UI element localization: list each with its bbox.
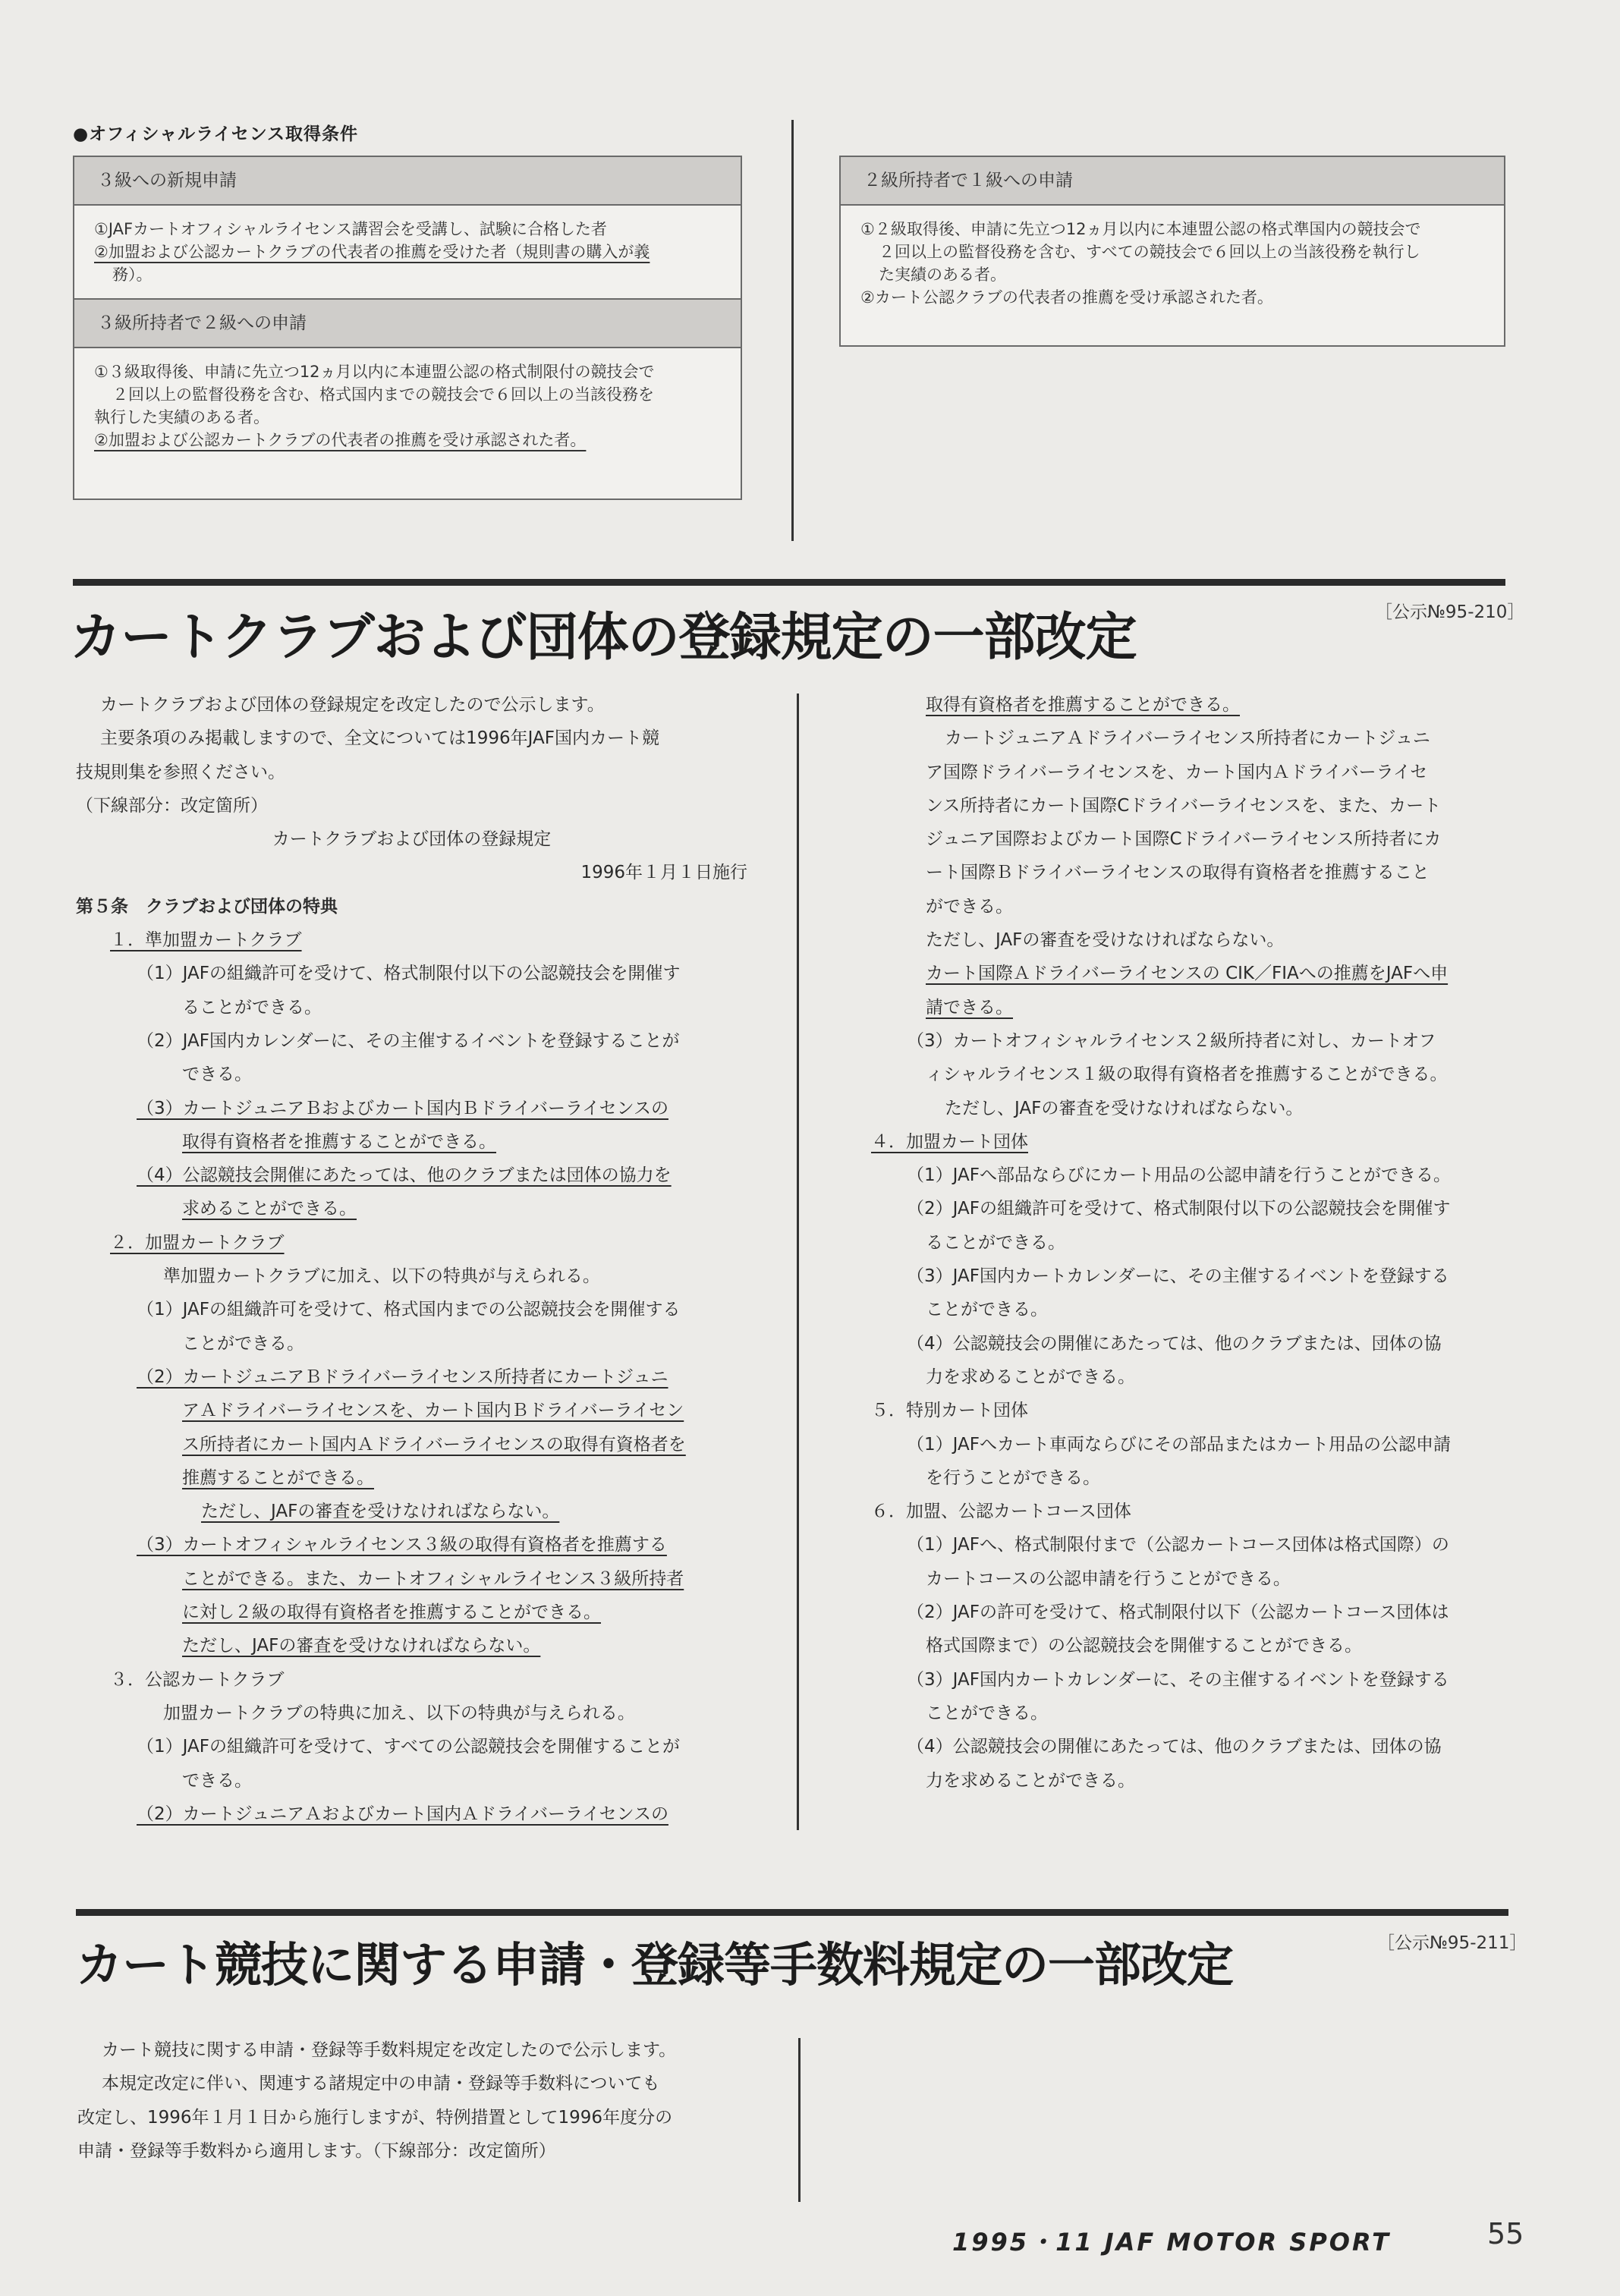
- box-line: [94, 241, 721, 263]
- item-line: （1）JAFの組織許可を受けて、格式国内までの公認競技会を開催する: [137, 1300, 681, 1320]
- item-line: カートジュニアＡドライバーライセンス所持者にカートジュニ: [945, 728, 1430, 749]
- notice-number: ［公示№95-211］: [1377, 1933, 1527, 1953]
- item-line: [76, 1159, 747, 1192]
- page-number: 55: [1487, 2217, 1524, 2250]
- body-line: 改定し、1996年１月１日から施行しますが、特例措置として1996年度分の: [77, 2107, 673, 2128]
- item-line: [76, 1428, 747, 1461]
- item-line: ことができる。: [926, 1703, 1048, 1723]
- article1-right-column: [865, 688, 1510, 1797]
- underlined: （3）カートジュニアＢおよびカート国内Ｂドライバーライセンスの: [137, 1098, 668, 1118]
- body-line: 技規則集を参照ください。: [76, 762, 285, 782]
- clause-heading: ３．公認カートクラブ: [110, 1669, 285, 1690]
- item-line: [865, 688, 1510, 722]
- license-conditions-heading: ●オフィシャルライセンス取得条件: [73, 124, 359, 144]
- item-line: （2）JAFの許可を受けて、格式制限付以下（公認カートコース団体は: [907, 1602, 1449, 1623]
- rule-name: カートクラブおよび団体の登録規定: [272, 829, 552, 850]
- box-line: ①３級取得後、申請に先立つ12ヵ月以内に本連盟公認の格式制限付の競技会で: [94, 363, 655, 381]
- underlined: （3）カートオフィシャルライセンス３級の取得有資格者を推薦する: [137, 1535, 667, 1555]
- item-line: 準加盟カートクラブに加え、以下の特典が与えられる。: [163, 1266, 600, 1287]
- item-line: （4）公認競技会の開催にあたっては、他のクラブまたは、団体の協: [907, 1333, 1442, 1354]
- item-line: （1）JAFへ、格式制限付まで（公認カートコース団体は格式国際）の: [907, 1535, 1449, 1555]
- item-line: [76, 1125, 747, 1159]
- box-line: 執行した実績のある者。: [94, 408, 269, 426]
- article-heading: 第５条 クラブおよび団体の特典: [76, 896, 338, 917]
- item-line: [865, 991, 1510, 1024]
- item-line: ジュニア国際およびカート国際Cドライバーライセンス所持者にカ: [926, 829, 1442, 850]
- item-line: （2）JAFの組織許可を受けて、格式制限付以下の公認競技会を開催す: [907, 1199, 1451, 1219]
- underlined: 求めることができる。: [182, 1199, 357, 1219]
- item-line: ただし、JAFの審査を受けなければならない。: [945, 1098, 1304, 1118]
- item-line: [76, 1092, 747, 1125]
- column-divider: [791, 120, 794, 541]
- item-line: ート国際Ｂドライバーライセンスの取得有資格者を推薦すること: [926, 863, 1430, 883]
- box-title-level3-new: ３級への新規申請: [74, 157, 741, 206]
- item-line: ただし、JAFの審査を受けなければならない。: [926, 930, 1285, 951]
- article1-left-column: [76, 688, 747, 1831]
- underlined: カート国際Ａドライバーライセンスの CIK／FIAへの推薦をJAFへ申: [926, 964, 1449, 984]
- item-line: （3）JAF国内カートカレンダーに、その主催するイベントを登録する: [907, 1266, 1449, 1287]
- column-divider: [797, 694, 799, 1830]
- body-line: カート競技に関する申請・登録等手数料規定を改定したので公示します。: [102, 2040, 677, 2060]
- underlined: （2）カートジュニアＡおよびカート国内Ａドライバーライセンスの: [137, 1804, 668, 1824]
- article-rule: [73, 579, 1505, 586]
- underlined: 取得有資格者を推薦することができる。: [926, 695, 1240, 715]
- box-line: ２回以上の監督役務を含む、格式国内までの競技会で６回以上の当該役務を: [112, 385, 654, 404]
- clause-heading: [865, 1125, 1510, 1159]
- box-line: た実績のある者。: [879, 266, 1006, 284]
- underlined: 取得有資格者を推薦することができる。: [182, 1131, 496, 1152]
- item-line: を行うことができる。: [926, 1467, 1100, 1488]
- item-line: [76, 1528, 747, 1562]
- item-line: [865, 957, 1510, 990]
- clause-heading: ６．加盟、公認カートコース団体: [871, 1502, 1131, 1522]
- column-divider: [798, 2038, 801, 2202]
- item-line: ることができる。: [182, 997, 322, 1017]
- clause-heading: [76, 1226, 747, 1260]
- item-line: （3）カートオフィシャルライセンス２級所持者に対し、カートオフ: [907, 1030, 1436, 1051]
- article-rule: [76, 1909, 1508, 1916]
- item-line: （1）JAFの組織許可を受けて、すべての公認競技会を開催することが: [137, 1737, 681, 1757]
- underlined: （2）カートジュニアＢドライバーライセンス所持者にカートジュニ: [137, 1367, 668, 1387]
- box-line-underlined: ②加盟および公認カートクラブの代表者の推薦を受け承認された者。: [94, 431, 587, 449]
- item-line: [76, 1192, 747, 1225]
- underlined: 推薦することができる。: [182, 1467, 374, 1488]
- item-line: ア国際ドライバーライセンスを、カート国内Ａドライバーライセ: [926, 762, 1428, 782]
- underlined: ただし、JAFの審査を受けなければならない。: [201, 1502, 560, 1522]
- box-line: ２回以上の監督役務を含む、すべての競技会で６回以上の当該役務を執行し: [879, 243, 1420, 261]
- item-line: ィシャルライセンス１級の取得有資格者を推薦することができる。: [926, 1065, 1448, 1085]
- item-line: できる。: [182, 1065, 252, 1085]
- underlined: に対し２級の取得有資格者を推薦することができる。: [182, 1602, 601, 1623]
- item-line: 力を求めることができる。: [926, 1367, 1135, 1387]
- body-line: 本規定改定に伴い、関連する諸規定中の申請・登録等手数料についても: [102, 2074, 660, 2094]
- item-line: ができる。: [926, 896, 1013, 917]
- body-line: 申請・登録等手数料から適用します。（下線部分：改定箇所）: [77, 2140, 556, 2161]
- item-line: [76, 1629, 747, 1662]
- effective-date: 1996年１月１日施行: [580, 863, 747, 883]
- license-box-right: [839, 156, 1505, 347]
- item-line: （1）JAFの組織許可を受けて、格式制限付以下の公認競技会を開催す: [137, 964, 681, 984]
- article-title: カート競技に関する申請・登録等手数料規定の一部改定: [76, 1937, 1234, 1992]
- item-line: （4）公認競技会の開催にあたっては、他のクラブまたは、団体の協: [907, 1737, 1442, 1757]
- item-line: [76, 1394, 747, 1427]
- box-line: 務）。: [112, 266, 153, 284]
- underlined: ただし、JAFの審査を受けなければならない。: [182, 1636, 541, 1656]
- item-line: （2）JAF国内カレンダーに、その主催するイベントを登録することが: [137, 1030, 680, 1051]
- magazine-name: 1995・11 JAF MOTOR SPORT: [952, 2228, 1392, 2257]
- item-line: （3）JAF国内カートカレンダーに、その主催するイベントを登録する: [907, 1669, 1449, 1690]
- notice-number: ［公示№95-210］: [1375, 602, 1525, 622]
- underlined: アＡドライバーライセンスを、カート国内Ｂドライバーライセン: [182, 1401, 684, 1421]
- underlined: ４．加盟カート団体: [871, 1131, 1028, 1152]
- item-line: ことができる。: [926, 1300, 1048, 1320]
- underlined: （4）公認競技会開催にあたっては、他のクラブまたは団体の協力を: [137, 1165, 672, 1186]
- clause-heading: ５．特別カート団体: [871, 1401, 1028, 1421]
- box-line-underlined: ②加盟および公認カートクラブの代表者の推薦を受けた者（規則書の購入が義: [94, 243, 650, 261]
- box-title-level3-to-2: ３級所持者で２級への申請: [74, 298, 741, 348]
- box-body-level2-to-1: [841, 206, 1504, 319]
- underlined: 請できる。: [926, 997, 1013, 1017]
- item-line: [76, 1461, 747, 1495]
- item-line: （1）JAFへ部品ならびにカート用品の公認申請を行うことができる。: [907, 1165, 1451, 1186]
- body-line: 主要条項のみ掲載しますので、全文については1996年JAF国内カート競: [100, 728, 659, 749]
- box-line: ②カート公認クラブの代表者の推薦を受け承認された者。: [860, 288, 1273, 307]
- box-body-level3-to-2: [74, 348, 741, 462]
- item-line: [76, 1596, 747, 1629]
- item-line: ンス所持者にカート国際Cドライバーライセンスを、また、カート: [926, 795, 1442, 816]
- item-line: ることができる。: [926, 1232, 1065, 1253]
- underlined: ２．加盟カートクラブ: [110, 1232, 285, 1253]
- body-line: （下線部分：改定箇所）: [76, 795, 268, 816]
- license-box-left: [73, 156, 742, 500]
- article2-body: [77, 2033, 760, 2168]
- underlined: ことができる。また、カートオフィシャルライセンス３級所持者: [182, 1568, 684, 1589]
- box-line: [94, 429, 721, 451]
- item-line: [76, 1495, 747, 1528]
- item-line: 加盟カートクラブの特典に加え、以下の特典が与えられる。: [163, 1703, 635, 1723]
- item-line: [76, 1360, 747, 1394]
- underlined: １．準加盟カートクラブ: [110, 930, 302, 951]
- item-line: 力を求めることができる。: [926, 1770, 1135, 1791]
- article-title: カートクラブおよび団体の登録規定の一部改定: [70, 608, 1137, 668]
- underlined: ス所持者にカート国内Ａドライバーライセンスの取得有資格者を: [182, 1434, 686, 1455]
- item-line: 格式国際まで）の公認競技会を開催することができる。: [926, 1636, 1362, 1656]
- box-line: ①２級取得後、申請に先立つ12ヵ月以内に本連盟公認の格式準国内の競技会で: [860, 220, 1421, 238]
- box-line: ①JAFカートオフィシャルライセンス講習会を受講し、試験に合格した者: [94, 220, 607, 238]
- item-line: [76, 1797, 747, 1831]
- item-line: （1）JAFへカート車両ならびにその部品またはカート用品の公認申請: [907, 1434, 1451, 1455]
- box-title-level2-to-1: ２級所持者で１級への申請: [841, 157, 1504, 206]
- item-line: できる。: [182, 1770, 252, 1791]
- box-body-level3-new: [74, 206, 741, 298]
- item-line: ことができる。: [182, 1333, 304, 1354]
- clause-heading: [76, 923, 747, 957]
- item-line: カートコースの公認申請を行うことができる。: [926, 1568, 1291, 1589]
- body-line: カートクラブおよび団体の登録規定を改定したので公示します。: [100, 695, 605, 715]
- item-line: [76, 1562, 747, 1596]
